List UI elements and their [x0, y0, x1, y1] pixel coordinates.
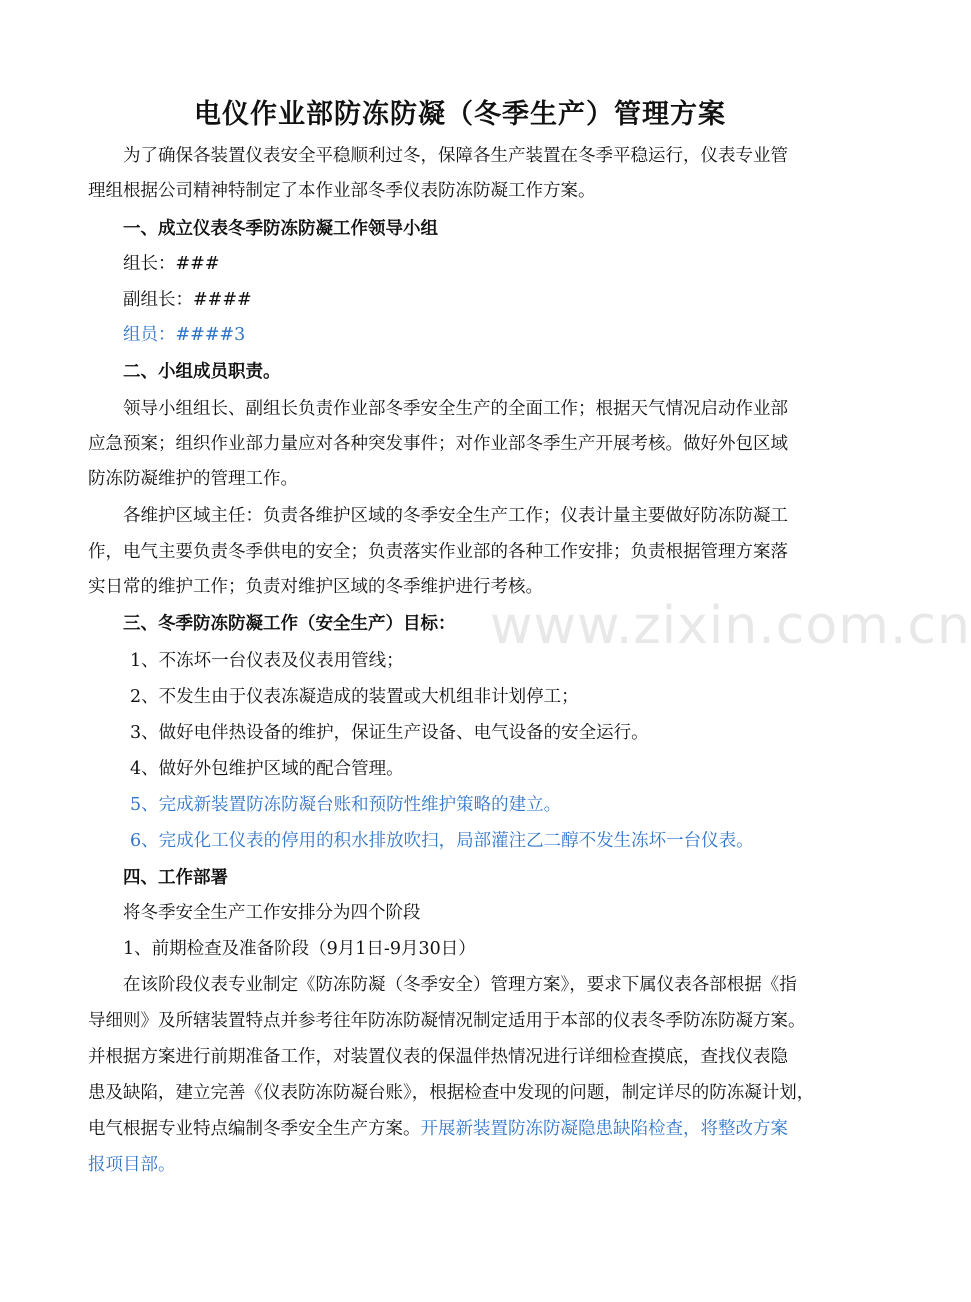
group-members: 组员：####3 [123, 325, 246, 345]
group-leader: 组长：### [123, 254, 220, 274]
intro-line-1: 为了确保各装置仪表安全平稳顺利过冬，保障各生产装置在冬季平稳运行，仪表专业管 [123, 146, 788, 166]
phase-1-heading: 1、前期检查及准备阶段（9月1日-9月30日） [123, 939, 476, 959]
duty-para2-line-3: 实日常的维护工作；负责对维护区域的冬季维护进行考核。 [88, 577, 543, 597]
duty-para2-line-1: 各维护区域主任：负责各维护区域的冬季安全生产工作；仪表计量主要做好防冻防凝工 [123, 506, 788, 526]
intro-line-2: 理组根据公司精神特制定了本作业部冬季仪表防冻防凝工作方案。 [88, 181, 596, 201]
goal-item-2: 2、不发生由于仪表冻凝造成的装置或大机组非计划停工； [130, 687, 579, 707]
duty-para2-line-2: 作，电气主要负责冬季供电的安全；负责落实作业部的各种工作安排；负责根据管理方案落 [88, 542, 788, 562]
section-4-heading: 四、工作部署 [123, 868, 228, 888]
phase-1-line-4: 患及缺陷，建立完善《仪表防冻防凝台账》，根据检查中发现的问题，制定详尽的防冻凝计划， [88, 1083, 815, 1103]
section-1-heading: 一、成立仪表冬季防冻防凝工作领导小组 [123, 219, 438, 239]
goal-item-3: 3、做好电伴热设备的维护，保证生产设备、电气设备的安全运行。 [130, 723, 649, 743]
duty-para1-line-3: 防冻防凝维护的管理工作。 [88, 469, 298, 489]
duty-para1-line-2: 应急预案；组织作业部力量应对各种突发事件；对作业部冬季生产开展考核。做好外包区域 [88, 434, 788, 454]
goal-item-6: 6、完成化工仪表的停用的积水排放吹扫，局部灌注乙二醇不发生冻坏一台仪表。 [130, 831, 754, 851]
phase-1-highlight: 开展新装置防冻防凝隐患缺陷检查，将整改方案 [420, 1119, 788, 1139]
phase-1-line-5-text: 电气根据专业特点编制冬季安全生产方案。 [88, 1119, 421, 1139]
watermark: www.zixin.com.cn [490, 596, 971, 656]
deputy-leader: 副组长：#### [123, 290, 252, 310]
duty-para1-line-1: 领导小组组长、副组长负责作业部冬季安全生产的全面工作；根据天气情况启动作业部 [123, 399, 788, 419]
phase-1-line-6: 报项目部。 [88, 1155, 176, 1175]
phase-1-line-5 [88, 1112, 848, 1147]
goal-item-5: 5、完成新装置防冻防凝台账和预防性维护策略的建立。 [130, 795, 562, 815]
phase-intro: 将冬季安全生产工作安排分为四个阶段 [123, 903, 421, 923]
document-title: 电仪作业部防冻防凝（冬季生产）管理方案 [194, 99, 726, 130]
phase-1-line-1: 在该阶段仪表专业制定《防冻防凝（冬季安全）管理方案》，要求下属仪表各部根据《指 [123, 975, 797, 995]
section-3-heading: 三、冬季防冻防凝工作（安全生产）目标： [123, 614, 456, 634]
phase-1-line-2: 导细则》及所辖装置特点并参考往年防冻防凝情况制定适用于本部的仪表冬季防冻防凝方案。 [88, 1011, 806, 1031]
phase-1-line-3: 并根据方案进行前期准备工作，对装置仪表的保温伴热情况进行详细检查摸底，查找仪表隐 [88, 1047, 788, 1067]
goal-item-1: 1、不冻坏一台仪表及仪表用管线； [130, 651, 404, 671]
goal-item-4: 4、做好外包维护区域的配合管理。 [130, 759, 404, 779]
section-2-heading: 二、小组成员职责。 [123, 362, 281, 382]
